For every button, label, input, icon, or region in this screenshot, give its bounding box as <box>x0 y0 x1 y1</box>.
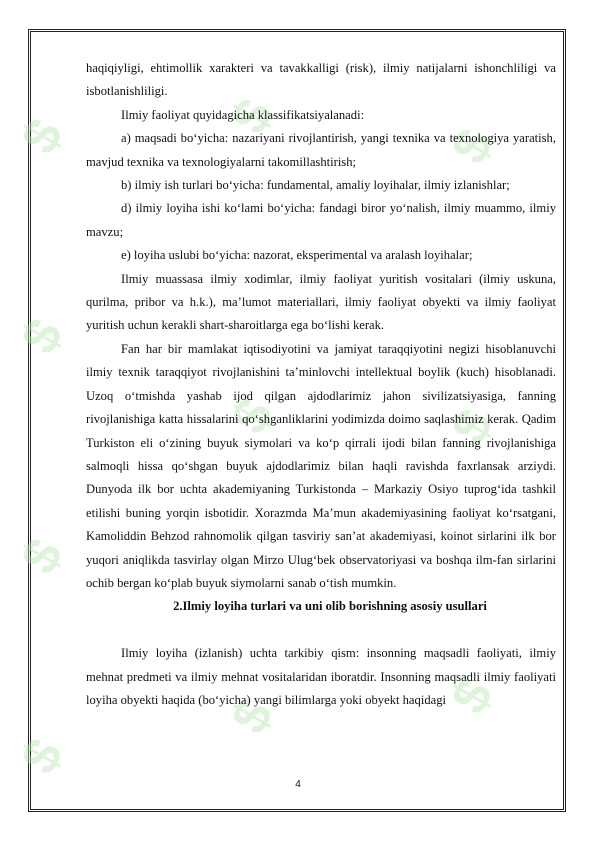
svg-text:$: $ <box>440 399 505 454</box>
paragraph-1: haqiqiyligi, ehtimollik xarakteri va tavakkalligi (risk), ilmiy natijalarni ishonchliligi va isbotlanishliligi. <box>86 61 556 99</box>
paragraph-2: Ilmiy faoliyat quyidagicha klassifikatsiyalanadi: <box>121 107 365 122</box>
section-heading: 2.Ilmiy loyiha turlari va uni olib borishning asosiy usullari <box>173 599 487 614</box>
svg-text:$: $ <box>10 109 75 164</box>
svg-text:$: $ <box>220 89 285 144</box>
paragraph-4: b) ilmiy ish turlari bo‘yicha: fundamental, amaliy loyihalar, ilmiy izlanishlar; <box>121 178 510 193</box>
page-number: 4 <box>295 779 301 790</box>
closing-paragraph: Ilmiy loyiha (izlanish) uchta tarkibiy qism: insonning maqsadli faoliyati, ilmiy mehnat predmeti va ilmiy mehnat vositalaridan iboratdir. Insonning maqsadli ilmiy faoliyati loyiha obyekti haqida (bo‘yicha) yangi bilimlarga yoki obyekt haqidagi <box>86 646 556 707</box>
svg-text:$: $ <box>220 689 285 744</box>
svg-text:$: $ <box>10 729 75 784</box>
page-body <box>86 57 556 712</box>
svg-text:$: $ <box>220 389 285 444</box>
paragraph-5: d) ilmiy loyiha ishi ko‘lami bo‘yicha: fandagi biror yo‘nalish, ilmiy muammo, ilmiy mavzu; <box>86 201 556 239</box>
svg-text:$: $ <box>10 309 75 364</box>
svg-text:$: $ <box>440 119 505 174</box>
svg-text:$: $ <box>440 669 505 724</box>
paragraph-7: Ilmiy muassasa ilmiy xodimlar, ilmiy faoliyat yuritish vositalari (ilmiy uskuna, qurilma, pribor va h.k.), ma’lumot materiallari, ilmiy faoliyat obyekti va ilmiy faoliyat yuritish uchun kerakli shart-sharoitlarga ega bo‘lishi kerak. <box>86 271 556 333</box>
spacer <box>86 619 556 642</box>
svg-text:$: $ <box>10 529 75 584</box>
paragraph-3: a) maqsadi bo‘yicha: nazariyani rivojlantirish, yangi texnika va texnologiya yaratish, mavjud texnika va texnologiyalarni takomillashtirish; <box>86 131 556 169</box>
paragraph-8: Fan har bir mamlakat iqtisodiyotini va jamiyat taraqqiyotini negizi hisoblanuvchi ilmiy texnik taraqqiyot rivojlanishini ta’minlovchi intellektual boylik (kuch) hisoblanadi. Uzoq o‘tmishda yashab ijod qilgan ajdodlarimiz jahon sivilizatsiyasiga, fanning rivojlanishiga katta hissalarini qo‘shganliklarini yodimizda doimo saqlashimiz kerak. Qadim Turkiston eli o‘zining buyuk siymolari va ko‘p qirrali ijodi bilan fanning rivojlanishiga salmoqli hissa qo‘shgan buyuk ajdodlarimiz bilan haqli ravishda faxrlansak arziydi. Dunyoda ilk bor uchta akademiyaning Turkistonda – Markaziy Osiyo tuprog‘ida tashkil etilishi buning yorqin isbotidir. Xorazmda Ma’mun akademiyasining faoliyat ko‘rsatgani, Kamoliddin Behzod rahnomolik qilgan tasviriy san’at akademiyasi, koinot sirlarini ilk bor yuqori aniqlikda tasvirlay olgan Mirzo Ulug‘bek observatoriyasi va boshqa ilm-fan sirlarini ochib bergan ko‘plab buyuk siymolarni sanab o‘tish mumkin. <box>86 341 556 590</box>
paragraph-6: e) loyiha uslubi bo‘yicha: nazorat, eksperimental va aralash loyihalar; <box>121 248 473 263</box>
